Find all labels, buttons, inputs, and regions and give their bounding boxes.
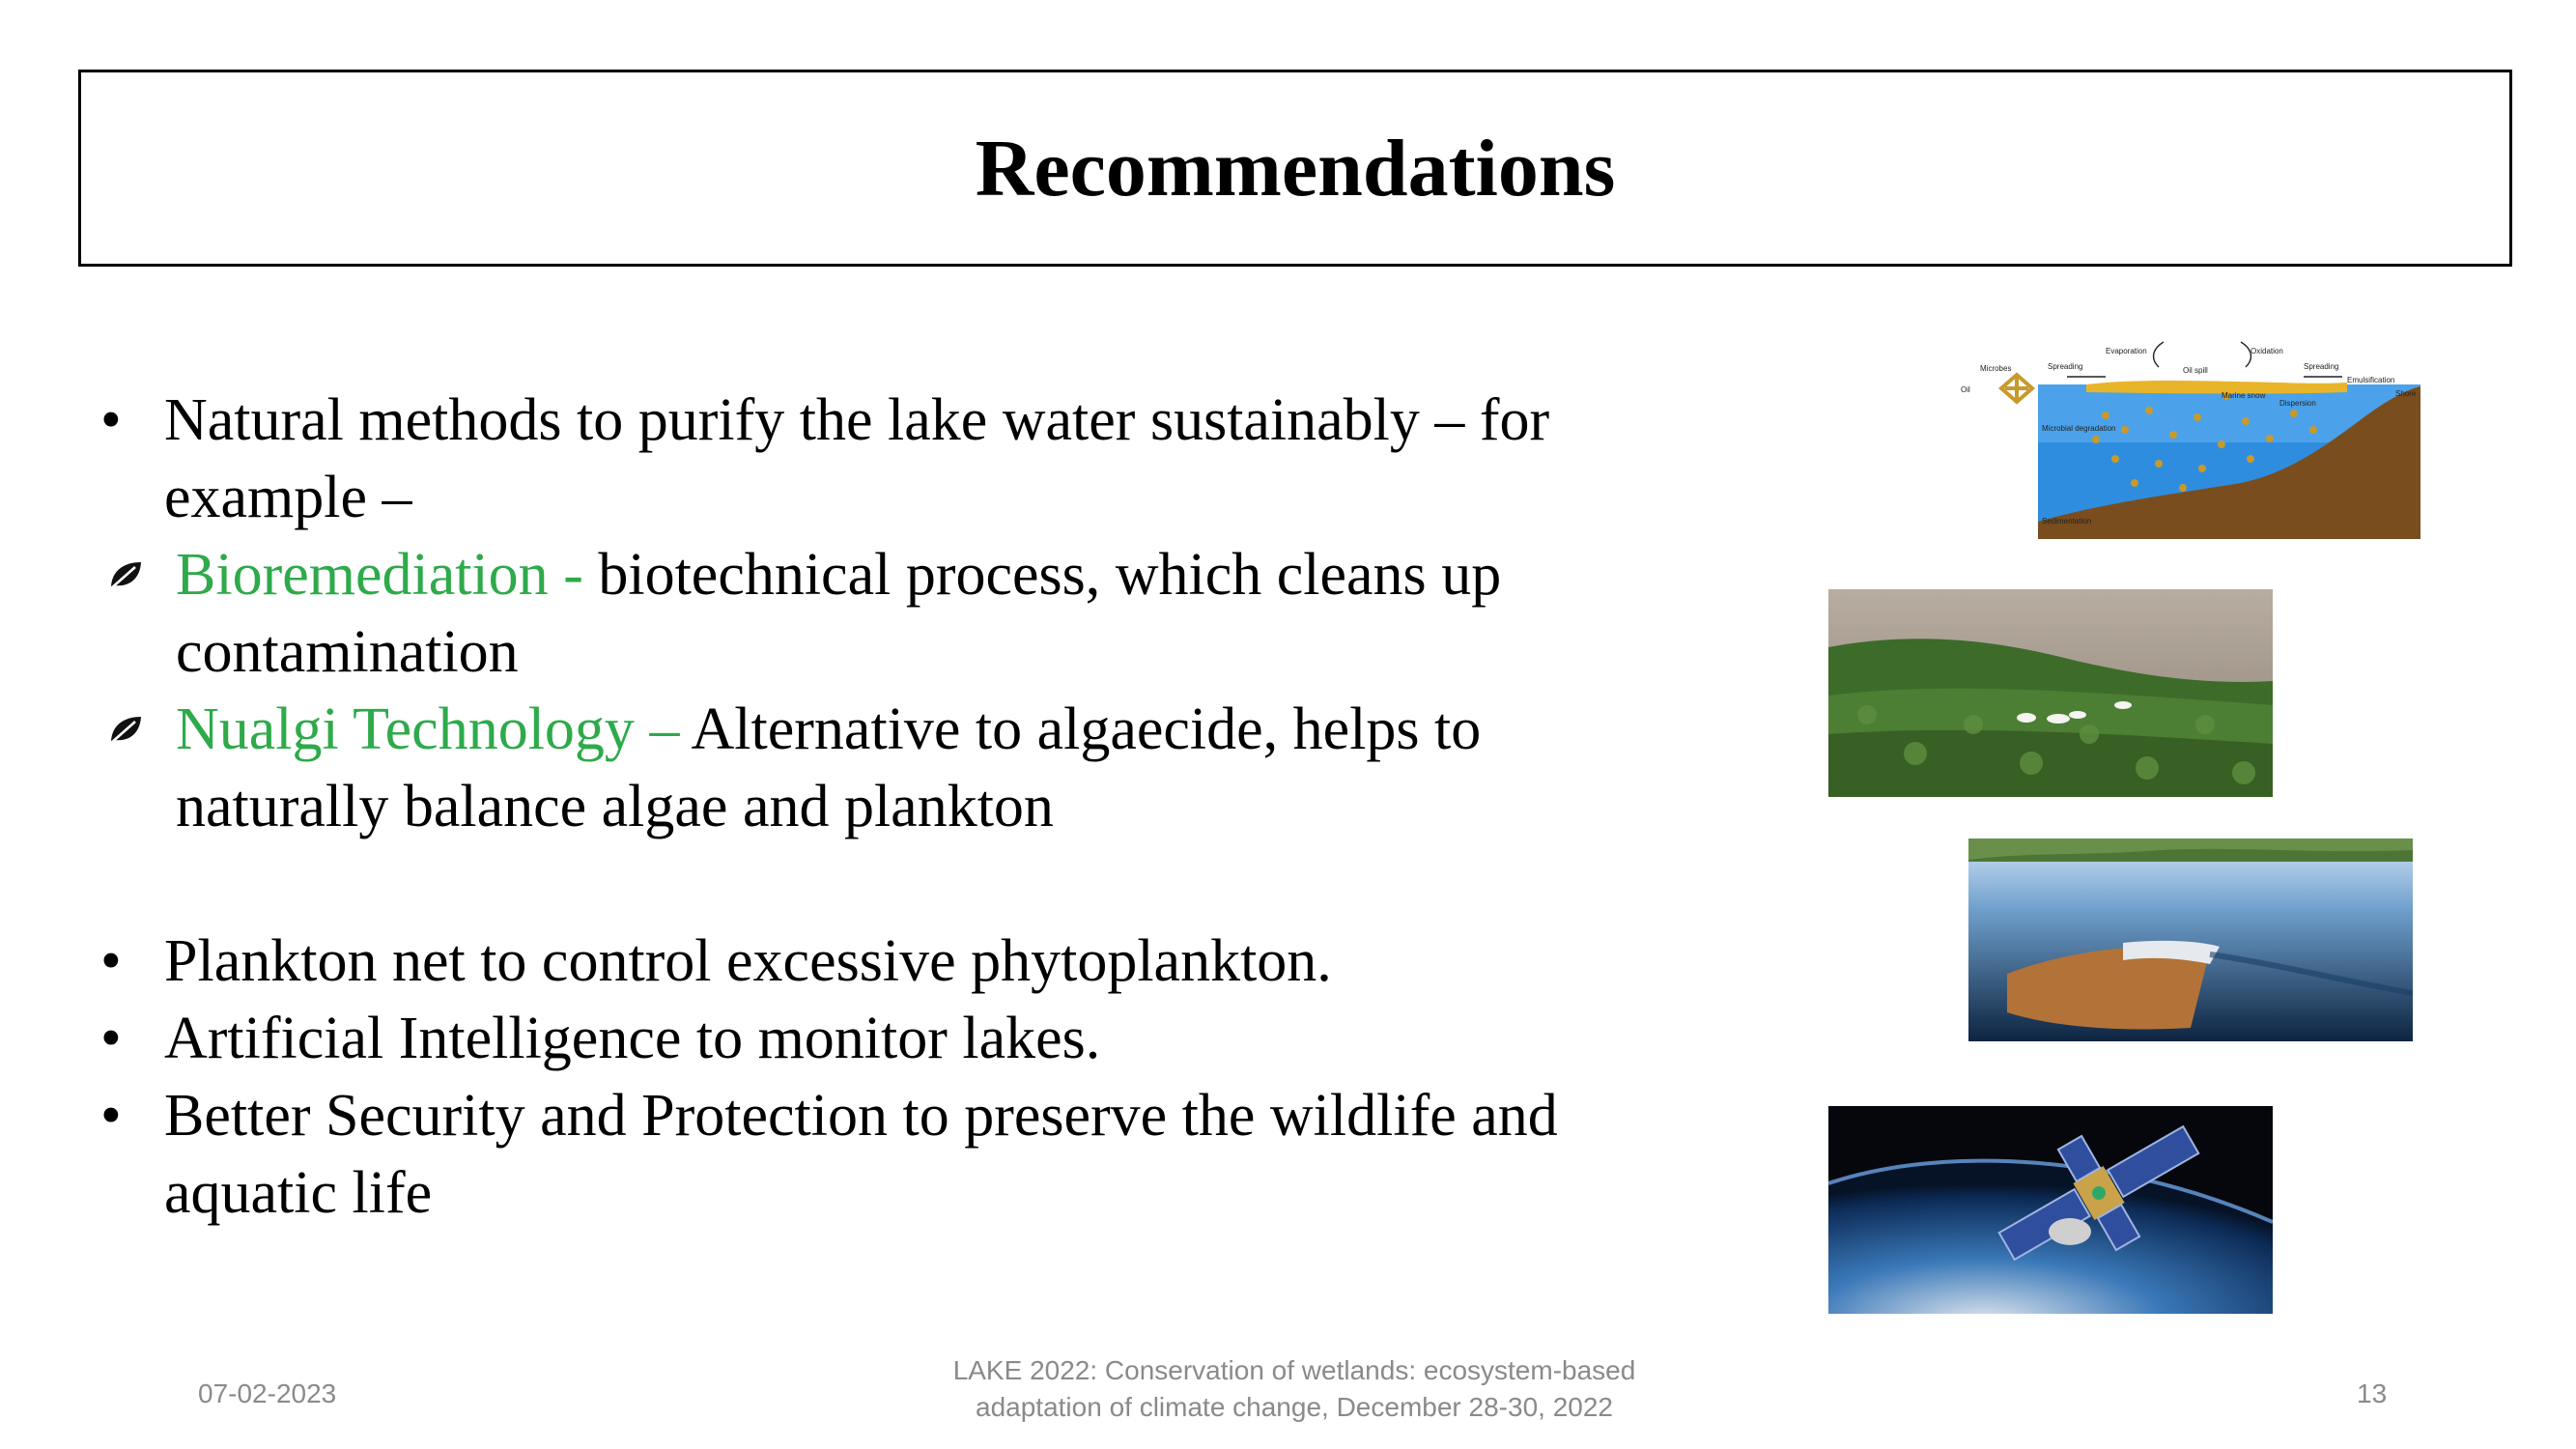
bullet-natural-methods: [97, 382, 1739, 536]
bullet-plankton-net: [97, 923, 1739, 1000]
leaf-term: Bioremediation: [176, 542, 549, 608]
diagram-label: Oil: [1961, 385, 1970, 394]
diagram-label: Shore: [2395, 389, 2417, 398]
diagram-label: Microbes: [1980, 364, 2012, 373]
diagram-label: Dispersion: [2279, 399, 2316, 408]
bullet-text-line1: Artificial Intelligence to monitor lakes.: [164, 1006, 1101, 1071]
bullet-dot: •: [100, 1006, 122, 1071]
bullet-dot: •: [100, 387, 122, 453]
footer-title: [850, 1352, 1739, 1426]
diagram-label: Oxidation: [2250, 347, 2283, 355]
page-number: 13: [2357, 1378, 2388, 1408]
title-box: [78, 70, 2512, 267]
bullet-text-line2: aquatic life: [164, 1160, 433, 1226]
footer-title-line1: LAKE 2022: Conservation of wetlands: ecosystem-based: [952, 1355, 1636, 1385]
leaf-separator: -: [548, 542, 599, 608]
plankton-net-photo: [1968, 838, 2413, 1041]
bullet-text-line2: example –: [164, 465, 412, 530]
spacer: [97, 845, 1739, 923]
wetland-birds-photo: [1828, 589, 2273, 797]
bullet-dot: •: [100, 1083, 122, 1149]
diagram-label: Emulsification: [2347, 376, 2395, 384]
leaf-term: Nualgi Technology: [176, 696, 635, 762]
leaf-item-nualgi: [97, 691, 1739, 845]
leaf-desc-line1: biotechnical process, which cleans up: [598, 542, 1502, 608]
leaf-desc-line2: contamination: [176, 619, 519, 685]
slide-body: [97, 382, 1739, 1232]
diagram-label: Spreading: [2304, 362, 2339, 371]
bullet-text-line1: Plankton net to control excessive phytoplankton.: [164, 928, 1332, 994]
bullet-ai-monitoring: [97, 1000, 1739, 1077]
bullet-text-line1: Natural methods to purify the lake water sustainably – for: [164, 387, 1550, 453]
leaf-bullet-icon: [108, 559, 143, 590]
leaf-desc-line1: Alternative to algaecide, helps to: [691, 696, 1482, 762]
leaf-bullet-icon: [108, 714, 143, 745]
slide-title: Recommendations: [975, 123, 1616, 213]
diagram-label: Evaporation: [2106, 347, 2147, 355]
diagram-label: Spreading: [2048, 362, 2083, 371]
footer-title-line2: adaptation of climate change, December 28-30, 2022: [976, 1392, 1613, 1422]
leaf-item-bioremediation: [97, 536, 1739, 691]
diagram-label: Sedimentation: [2042, 517, 2092, 526]
leaf-separator: –: [634, 696, 692, 762]
bullet-dot: •: [100, 928, 122, 994]
diagram-label: Oil spill: [2183, 366, 2208, 375]
diagram-label: Marine snow: [2222, 391, 2266, 400]
leaf-desc-line2: naturally balance algae and plankton: [176, 774, 1054, 839]
oil-spill-diagram-image: [1961, 338, 2424, 541]
bullet-text-line1: Better Security and Protection to preserve the wildlife and: [164, 1083, 1558, 1149]
footer-date: 07-02-2023: [198, 1378, 337, 1408]
bullet-security: [97, 1077, 1739, 1232]
diagram-label: Microbial degradation: [2042, 424, 2116, 433]
satellite-earth-image: [1828, 1106, 2273, 1314]
